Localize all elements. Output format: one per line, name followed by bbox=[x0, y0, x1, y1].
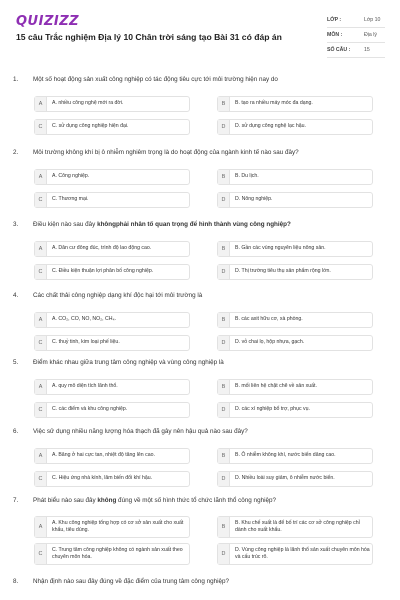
option-b[interactable] bbox=[217, 379, 373, 395]
option-letter: B bbox=[218, 517, 230, 537]
option-text: C. các điểm và khu công nghiệp. bbox=[52, 406, 128, 413]
option-text: D. Vùng công nghiệp là lãnh thổ sản xuất chuyên môn hóa và cấu trúc rõ. bbox=[235, 546, 370, 560]
option-b[interactable] bbox=[217, 312, 373, 328]
option-letter: A bbox=[35, 97, 47, 111]
option-c[interactable] bbox=[34, 264, 190, 280]
option-b[interactable] bbox=[217, 96, 373, 112]
option-b[interactable] bbox=[217, 516, 373, 538]
option-text: D. Nhiều loài suy giảm, ô nhiễm nước biển. bbox=[235, 475, 335, 482]
option-letter: C bbox=[35, 472, 47, 486]
option-text: C. Hiệu ứng nhà kính, lâm biến đổi khí hậu. bbox=[52, 475, 153, 482]
option-letter: A bbox=[35, 242, 47, 256]
option-text: A. Dân cư đông đúc, trình độ lao động cao. bbox=[52, 245, 152, 252]
option-text: D. Nông nghiệp. bbox=[235, 196, 273, 203]
document-header bbox=[0, 0, 400, 68]
option-a[interactable] bbox=[34, 448, 190, 464]
meta-label: LỚP : bbox=[327, 17, 342, 23]
question-number: 8. bbox=[13, 578, 19, 585]
option-text: A. CO₂, CO, NO, NO₂, CH₄. bbox=[52, 316, 117, 323]
option-letter: B bbox=[218, 449, 230, 463]
question-text: Môi trường không khí bị ô nhiễm nghiêm trọng là do hoạt động của ngành kinh tế nào sau đây? bbox=[33, 149, 299, 156]
option-c[interactable] bbox=[34, 402, 190, 418]
question-text: Một số hoạt động sản xuất công nghiệp có tác động tiêu cực tới môi trường hiện nay do bbox=[33, 76, 278, 83]
option-letter: D bbox=[218, 472, 230, 486]
question-text: Điểm khác nhau giữa trung tâm công nghiệp và vùng công nghiệp là bbox=[33, 359, 224, 366]
meta-label: SỐ CÂU : bbox=[327, 47, 351, 53]
option-a[interactable] bbox=[34, 96, 190, 112]
option-b[interactable] bbox=[217, 169, 373, 185]
meta-value: 15 bbox=[364, 47, 370, 53]
option-c[interactable] bbox=[34, 543, 190, 565]
question-number: 2. bbox=[13, 149, 19, 156]
option-text: A. Khu công nghiệp tổng hợp có cơ sở sản xuất cho xuất khẩu, tiêu dùng. bbox=[52, 519, 184, 533]
option-text: B. Gần các vùng nguyên liệu nông sản. bbox=[235, 245, 326, 252]
meta-value: Lớp 10 bbox=[364, 17, 381, 23]
option-letter: D bbox=[218, 544, 230, 564]
option-letter: B bbox=[218, 170, 230, 184]
question-text-part: Điều kiện nào sau đây bbox=[33, 221, 98, 228]
option-letter: D bbox=[218, 120, 230, 134]
question-number: 1. bbox=[13, 76, 19, 83]
meta-row-count bbox=[327, 43, 385, 58]
question-text: Nhận định nào sau đây đúng về đặc điểm của trung tâm công nghiệp? bbox=[33, 578, 230, 585]
option-d[interactable] bbox=[217, 119, 373, 135]
option-text: C. Trung tâm công nghiệp không có ngành sản xuất theo chuyên môn hóa. bbox=[52, 546, 183, 560]
meta-row-class bbox=[327, 13, 385, 28]
question-text-emphasis: không bbox=[97, 497, 117, 504]
option-a[interactable] bbox=[34, 312, 190, 328]
option-d[interactable] bbox=[217, 402, 373, 418]
question-number: 6. bbox=[13, 428, 19, 435]
option-text: D. sử dụng công nghệ lạc hậu. bbox=[235, 123, 306, 130]
option-a[interactable] bbox=[34, 241, 190, 257]
option-b[interactable] bbox=[217, 448, 373, 464]
option-c[interactable] bbox=[34, 335, 190, 351]
option-letter: B bbox=[218, 380, 230, 394]
option-letter: C bbox=[35, 336, 47, 350]
option-letter: C bbox=[35, 403, 47, 417]
option-letter: B bbox=[218, 313, 230, 327]
option-d[interactable] bbox=[217, 264, 373, 280]
option-text: C. Điều kiện thuận lợi phân bố công nghiệp. bbox=[52, 268, 154, 275]
quizizz-logo: QUIZIZZ bbox=[16, 14, 80, 29]
option-text: B. mối liên hệ chặt chẽ về sản xuất. bbox=[235, 383, 317, 390]
option-text: C. thuỷ tinh, kim loại phế liệu. bbox=[52, 339, 120, 346]
option-letter: A bbox=[35, 313, 47, 327]
question-number: 7. bbox=[13, 497, 19, 504]
page-title: 15 câu Trắc nghiệm Địa lý 10 Chân trời sáng tạo Bài 31 có đáp án bbox=[16, 32, 282, 42]
option-letter: B bbox=[218, 242, 230, 256]
option-text: B. Khu chế xuất là để bố trí các cơ sở công nghiệp chỉ dành cho xuất khẩu. bbox=[235, 519, 360, 533]
option-d[interactable] bbox=[217, 192, 373, 208]
option-text: A. Công nghiệp. bbox=[52, 173, 90, 180]
option-text: A. quy mô diện tích lãnh thổ. bbox=[52, 383, 118, 390]
option-text: B. tạo ra nhiều máy móc đa dạng. bbox=[235, 100, 313, 107]
option-letter: A bbox=[35, 517, 47, 537]
question-text bbox=[33, 221, 393, 228]
option-text: C. Thương mại. bbox=[52, 196, 89, 203]
option-text: A. Băng ở hai cực tan, nhiệt độ tăng lên cao. bbox=[52, 452, 155, 459]
option-letter: A bbox=[35, 449, 47, 463]
option-a[interactable] bbox=[34, 379, 190, 395]
option-d[interactable] bbox=[217, 471, 373, 487]
option-c[interactable] bbox=[34, 192, 190, 208]
option-d[interactable] bbox=[217, 543, 373, 565]
meta-info-table bbox=[327, 13, 385, 58]
option-letter: D bbox=[218, 265, 230, 279]
option-letter: A bbox=[35, 170, 47, 184]
question-number: 3. bbox=[13, 221, 19, 228]
option-letter: D bbox=[218, 336, 230, 350]
option-letter: C bbox=[35, 193, 47, 207]
option-letter: C bbox=[35, 544, 47, 564]
question-text bbox=[33, 497, 393, 504]
option-text: B. Du lịch. bbox=[235, 173, 259, 180]
question-number: 5. bbox=[13, 359, 19, 366]
option-a[interactable] bbox=[34, 169, 190, 185]
meta-row-subject bbox=[327, 28, 385, 43]
option-c[interactable] bbox=[34, 119, 190, 135]
option-letter: C bbox=[35, 120, 47, 134]
question-text-part: đúng về một số hình thức tổ chức lãnh thổ công nghiệp? bbox=[116, 497, 276, 504]
question-text: Các chất thải công nghiệp dạng khí độc hại tới môi trường là bbox=[33, 292, 203, 299]
option-c[interactable] bbox=[34, 471, 190, 487]
option-letter: B bbox=[218, 97, 230, 111]
question-text-part: Phát biểu nào sau đây bbox=[33, 497, 98, 504]
option-letter: D bbox=[218, 193, 230, 207]
question-text: Việc sử dụng nhiều năng lượng hóa thạch đã gây nên hậu quả nào sau đây? bbox=[33, 428, 248, 435]
meta-value: Địa lý bbox=[364, 32, 377, 38]
option-letter: D bbox=[218, 403, 230, 417]
option-text: D. các xí nghiệp bổ trợ, phục vụ. bbox=[235, 406, 310, 413]
question-number: 4. bbox=[13, 292, 19, 299]
option-letter: A bbox=[35, 380, 47, 394]
option-text: D. Thị trường tiêu thụ sản phẩm rộng lớn. bbox=[235, 268, 331, 275]
option-letter: C bbox=[35, 265, 47, 279]
question-text-emphasis: khôngphải nhân tố quan trọng để hình thành vùng công nghiệp? bbox=[97, 221, 291, 228]
option-b[interactable] bbox=[217, 241, 373, 257]
option-text: C. sử dụng công nghiệp hiện đại. bbox=[52, 123, 129, 130]
option-d[interactable] bbox=[217, 335, 373, 351]
option-text: A. nhiều công nghệ mới ra đời. bbox=[52, 100, 124, 107]
option-a[interactable] bbox=[34, 516, 190, 538]
meta-label: MÔN : bbox=[327, 32, 343, 38]
option-text: B. Ô nhiễm không khí, nước biển dâng cao. bbox=[235, 452, 336, 459]
option-text: D. vỏ chai lọ, hộp nhựa, gạch. bbox=[235, 339, 305, 346]
option-text: B. các axit hữu cơ, xà phòng. bbox=[235, 316, 303, 323]
